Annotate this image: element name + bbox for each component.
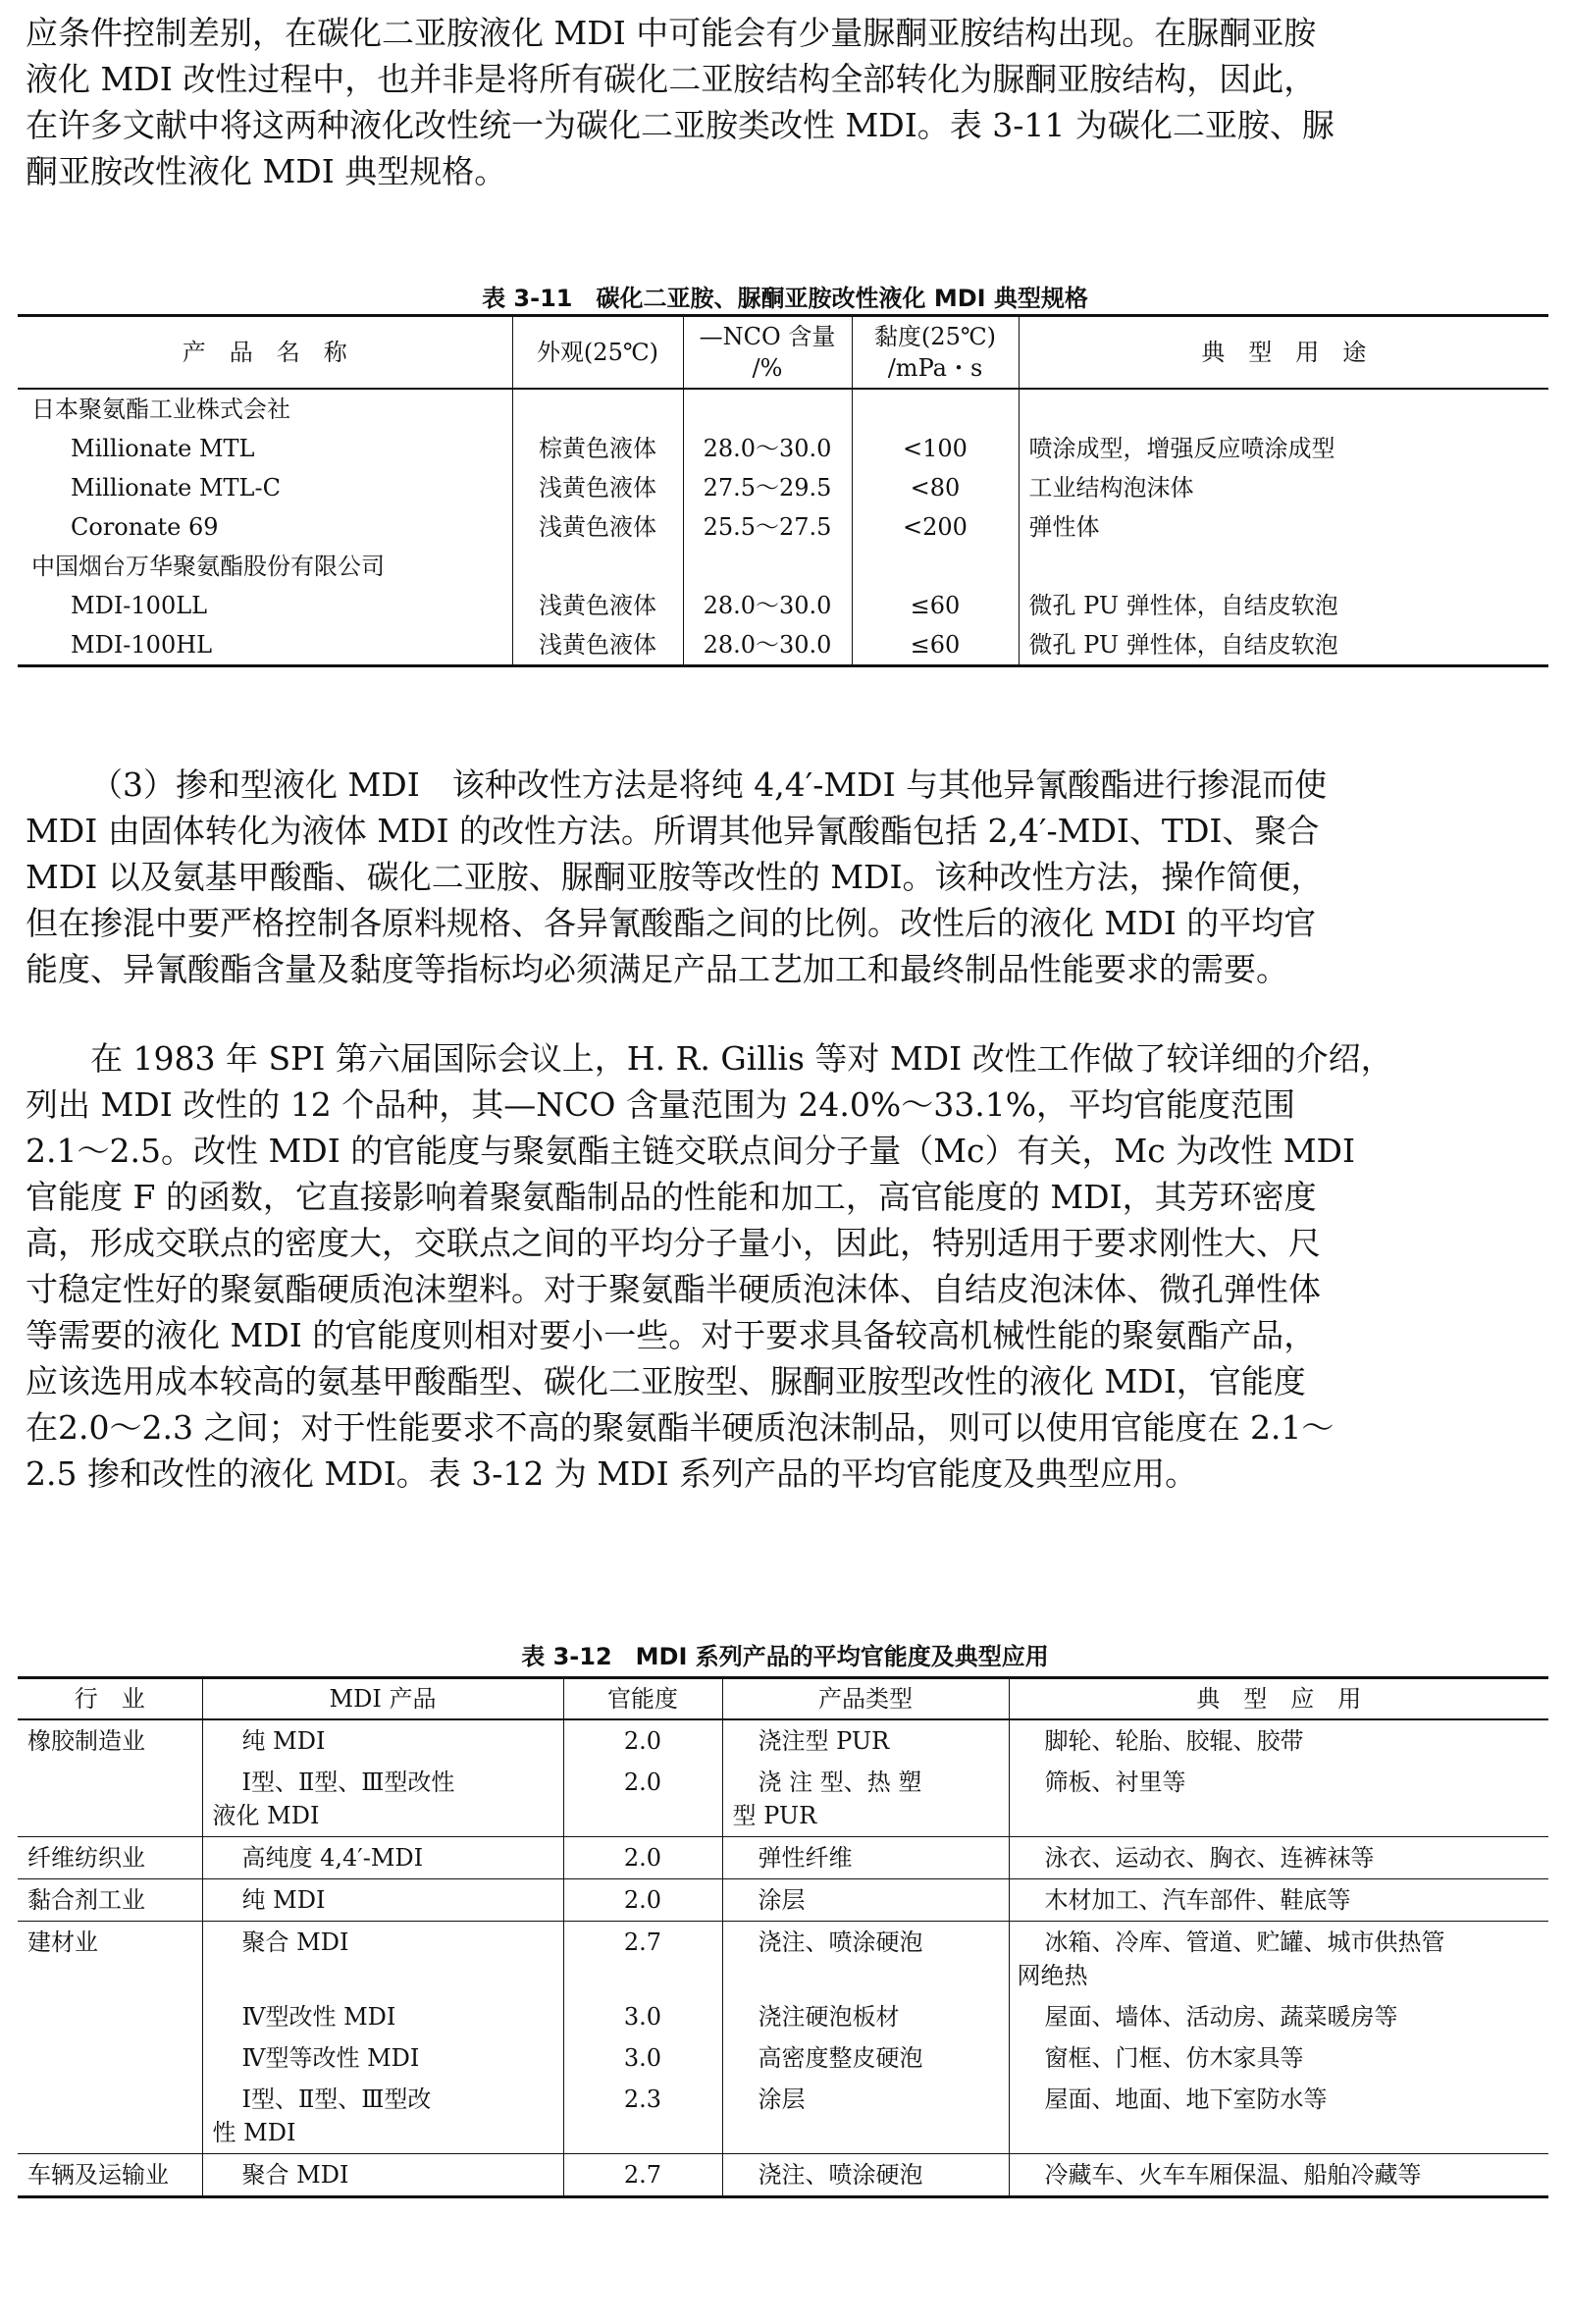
use-cell: 微孔 PU 弹性体，自结皮软泡 [1019, 625, 1548, 666]
functionality-cell: 2.3 [563, 2079, 722, 2154]
product-name: Millionate MTL [71, 435, 255, 462]
type-cell: 弹性纤维 [722, 1837, 1009, 1879]
header-product-name: 产 品 名 称 [182, 339, 347, 366]
application-cell-line: 网绝热 [1017, 1962, 1088, 1989]
industry-cell [18, 1762, 202, 1837]
application-cell [1009, 1922, 1548, 1997]
type-cell: 浇注硬泡板材 [722, 1996, 1009, 2037]
product-cell: 聚合 MDI [202, 2154, 563, 2197]
text-line: 官能度 F 的函数，它直接影响着聚氨酯制品的性能和加工，高官能度的 MDI，其芳环密度 [26, 1178, 1317, 1216]
application-cell: 木材加工、汽车部件、鞋底等 [1009, 1879, 1548, 1922]
table-row [18, 2154, 1548, 2197]
use-cell: 喷涂成型，增强反应喷涂成型 [1019, 429, 1548, 468]
text-line: 在2.0～2.3 之间；对于性能要求不高的聚氨酯半硬质泡沫制品，则可以使用官能度在 2.1～ [26, 1408, 1334, 1447]
use-cell: 弹性体 [1019, 507, 1548, 547]
type-cell-line: 浇 注 型、热 塑 [758, 1769, 922, 1796]
application-cell: 窗框、门框、仿木家具等 [1009, 2037, 1548, 2079]
text-line: 应条件控制差别，在碳化二亚胺液化 MDI 中可能会有少量脲酮亚胺结构出现。在脲酮亚胺 [26, 14, 1317, 52]
application-cell: 屋面、地面、地下室防水等 [1009, 2079, 1548, 2154]
table-3-12-caption: 表 3-12 MDI 系列产品的平均官能度及典型应用 [521, 1643, 1049, 1670]
nco-cell: 28.0～30.0 [683, 429, 852, 468]
type-cell: 浇注、喷涂硬泡 [722, 2154, 1009, 2197]
table-row [18, 2037, 1548, 2079]
blended-mdi-paragraph [26, 762, 1527, 992]
appearance-cell: 浅黄色液体 [512, 625, 683, 666]
functionality-cell: 2.0 [563, 1879, 722, 1922]
type-cell-line: 型 PUR [732, 1802, 817, 1829]
functionality-cell: 2.7 [563, 1922, 722, 1997]
text-line: 高，形成交联点的密度大，交联点之间的平均分子量小，因此，特别适用于要求刚性大、尺 [26, 1224, 1321, 1262]
table-row [18, 586, 1548, 625]
text-line: 2.5 掺和改性的液化 MDI。表 3-12 为 MDI 系列产品的平均官能度及典型应用。 [26, 1454, 1198, 1493]
table-header-row [18, 1678, 1548, 1720]
industry-cell: 建材业 [27, 1928, 98, 1956]
table-group-row [18, 547, 1548, 586]
table-row [18, 1837, 1548, 1879]
nco-cell: 28.0～30.0 [683, 586, 852, 625]
industry-cell: 橡胶制造业 [27, 1727, 145, 1755]
industry-cell [18, 2037, 202, 2079]
nco-cell: 27.5～29.5 [683, 468, 852, 507]
product-cell: Ⅳ型改性 MDI [202, 1996, 563, 2037]
product-cell [202, 1762, 563, 1837]
table-group-row [18, 389, 1548, 429]
functionality-cell: 2.0 [563, 1719, 722, 1762]
table-3-12 [18, 1676, 1548, 2198]
text-line: 但在掺混中要严格控制各原料规格、各异氰酸酯之间的比例。改性后的液化 MDI 的平均官 [26, 904, 1317, 942]
table-row [18, 507, 1548, 547]
product-cell [202, 2079, 563, 2154]
appearance-cell: 棕黄色液体 [512, 429, 683, 468]
table-row [18, 429, 1548, 468]
viscosity-cell: <100 [852, 429, 1019, 468]
text-line: 等需要的液化 MDI 的官能度则相对要小一些。对于要求具备较高机械性能的聚氨酯产品， [26, 1316, 1317, 1354]
product-cell: 聚合 MDI [202, 1922, 563, 1997]
application-cell: 筛板、衬里等 [1009, 1762, 1548, 1837]
header-nco-unit: /% [752, 354, 783, 382]
product-name: MDI-100LL [71, 592, 208, 619]
product-cell: 纯 MDI [202, 1719, 563, 1762]
appearance-cell: 浅黄色液体 [512, 507, 683, 547]
application-cell: 脚轮、轮胎、胶辊、胶带 [1009, 1719, 1548, 1762]
text-line: 在 1983 年 SPI 第六届国际会议上，H. R. Gillis 等对 MDI 改性工作做了较详细的介绍， [90, 1039, 1393, 1078]
type-cell: 高密度整皮硬泡 [722, 2037, 1009, 2079]
header-nco [683, 316, 852, 390]
text-line: MDI 由固体转化为液体 MDI 的改性方法。所谓其他异氰酸酯包括 2,4′-MDI、TDI、聚合 [26, 812, 1320, 850]
text-line: MDI 以及氨基甲酸酯、碳化二亚胺、脲酮亚胺等改性的 MDI。该种改性方法，操作简便， [26, 858, 1324, 896]
product-cell-line: 性 MDI [212, 2119, 296, 2146]
header-nco-label: —NCO 含量 [699, 323, 836, 350]
use-cell: 微孔 PU 弹性体，自结皮软泡 [1019, 586, 1548, 625]
viscosity-cell: <200 [852, 507, 1019, 547]
type-cell: 浇注、喷涂硬泡 [722, 1922, 1009, 1997]
product-name: MDI-100HL [71, 631, 213, 659]
viscosity-cell: <80 [852, 468, 1019, 507]
header-viscosity-unit: /mPa・s [887, 354, 983, 382]
nco-cell: 28.0～30.0 [683, 625, 852, 666]
viscosity-cell: ≤60 [852, 586, 1019, 625]
text-line: 2.1～2.5。改性 MDI 的官能度与聚氨酯主链交联点间分子量（Mc）有关，Mc 为改性 MDI [26, 1132, 1356, 1170]
type-cell [722, 1762, 1009, 1837]
table-row [18, 1719, 1548, 1762]
viscosity-cell: ≤60 [852, 625, 1019, 666]
industry-cell [18, 2079, 202, 2154]
functionality-cell: 2.7 [563, 2154, 722, 2197]
table-3-11-caption: 表 3-11 碳化二亚胺、脲酮亚胺改性液化 MDI 典型规格 [482, 285, 1088, 312]
header-mdi-product: MDI 产品 [202, 1678, 563, 1720]
header-viscosity-label: 黏度(25℃) [873, 323, 997, 350]
type-cell: 涂层 [722, 2079, 1009, 2154]
header-functionality: 官能度 [563, 1678, 722, 1720]
table-row [18, 2079, 1548, 2154]
product-cell-line: Ⅰ型、Ⅱ型、Ⅲ型改 [241, 2086, 432, 2113]
appearance-cell: 浅黄色液体 [512, 468, 683, 507]
table-row [18, 1996, 1548, 2037]
type-cell: 涂层 [722, 1879, 1009, 1922]
header-typical-application: 典 型 应 用 [1009, 1678, 1548, 1720]
header-appearance: 外观(25℃) [512, 316, 683, 390]
product-name: Coronate 69 [71, 513, 219, 541]
industry-cell [18, 1996, 202, 2037]
application-cell: 冷藏车、火车车厢保温、船舶冷藏等 [1009, 2154, 1548, 2197]
text-line: 列出 MDI 改性的 12 个品种，其—NCO 含量范围为 24.0%～33.1%，平均官能度范围 [26, 1085, 1296, 1124]
application-cell: 泳衣、运动衣、胸衣、连裤袜等 [1009, 1837, 1548, 1879]
functionality-paragraph [26, 1035, 1527, 1497]
product-cell: 高纯度 4,4′-MDI [202, 1837, 563, 1879]
type-cell: 浇注型 PUR [722, 1719, 1009, 1762]
product-cell: Ⅳ型等改性 MDI [202, 2037, 563, 2079]
application-cell: 屋面、墙体、活动房、蔬菜暖房等 [1009, 1996, 1548, 2037]
use-cell: 工业结构泡沫体 [1019, 468, 1548, 507]
table-row [18, 1879, 1548, 1922]
product-cell-line: 液化 MDI [212, 1802, 320, 1829]
industry-cell: 车辆及运输业 [27, 2161, 169, 2189]
table-row [18, 1922, 1548, 1997]
intro-paragraph [26, 10, 1527, 194]
table-row [18, 468, 1548, 507]
header-viscosity [852, 316, 1019, 390]
text-line: 寸稳定性好的聚氨酯硬质泡沫塑料。对于聚氨酯半硬质泡沫体、自结皮泡沫体、微孔弹性体 [26, 1270, 1321, 1308]
functionality-cell: 2.0 [563, 1837, 722, 1879]
functionality-cell: 3.0 [563, 2037, 722, 2079]
table-header-row [18, 316, 1548, 390]
text-line: （3）掺和型液化 MDI 该种改性方法是将纯 4,4′-MDI 与其他异氰酸酯进行掺混而使 [90, 766, 1328, 804]
text-line: 能度、异氰酸酯含量及黏度等指标均必须满足产品工艺加工和最终制品性能要求的需要。 [26, 950, 1288, 988]
application-cell-line: 冰箱、冷库、管道、贮罐、城市供热管 [1044, 1928, 1445, 1956]
product-name: Millionate MTL-C [71, 474, 281, 502]
text-line: 液化 MDI 改性过程中，也并非是将所有碳化二亚胺结构全部转化为脲酮亚胺结构，因此， [26, 60, 1317, 98]
header-industry: 行 业 [74, 1685, 145, 1713]
product-cell-line: Ⅰ型、Ⅱ型、Ⅲ型改性 [241, 1769, 455, 1796]
nco-cell: 25.5～27.5 [683, 507, 852, 547]
functionality-cell: 3.0 [563, 1996, 722, 2037]
table-row [18, 625, 1548, 666]
table-row [18, 1762, 1548, 1837]
text-line: 在许多文献中将这两种液化改性统一为碳化二亚胺类改性 MDI。表 3-11 为碳化二亚胺、脲 [26, 106, 1334, 144]
appearance-cell: 浅黄色液体 [512, 586, 683, 625]
industry-cell: 黏合剂工业 [18, 1879, 202, 1922]
product-cell: 纯 MDI [202, 1879, 563, 1922]
company-name: 中国烟台万华聚氨酯股份有限公司 [31, 553, 385, 580]
industry-cell: 纤维纺织业 [18, 1837, 202, 1879]
text-line: 应该选用成本较高的氨基甲酸酯型、碳化二亚胺型、脲酮亚胺型改性的液化 MDI，官能度 [26, 1362, 1306, 1400]
header-product-type: 产品类型 [722, 1678, 1009, 1720]
text-line: 酮亚胺改性液化 MDI 典型规格。 [26, 152, 507, 190]
functionality-cell: 2.0 [563, 1762, 722, 1837]
table-3-11 [18, 314, 1548, 667]
company-name: 日本聚氨酯工业株式会社 [31, 396, 290, 423]
header-typical-use: 典 型 用 途 [1019, 316, 1548, 390]
